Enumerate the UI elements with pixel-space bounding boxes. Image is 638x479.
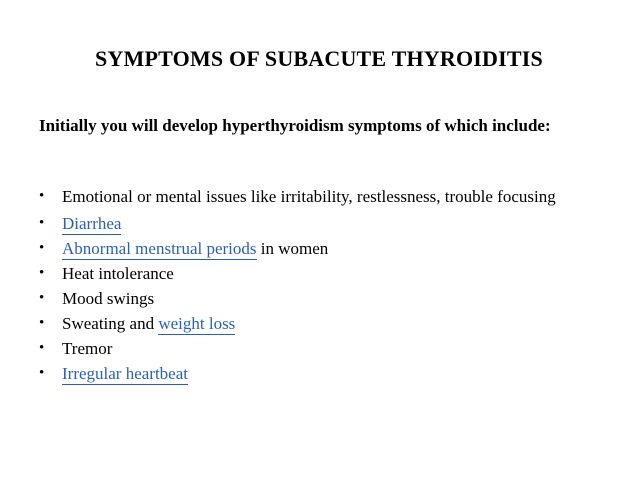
item-text: Mood swings — [62, 289, 155, 308]
bullet-icon: • — [39, 315, 45, 331]
list-item — [39, 361, 605, 386]
item-text: Emotional or mental issues like irritability, restlessness, trouble focusing — [62, 187, 556, 206]
bullet-icon: • — [39, 265, 45, 281]
list-item — [39, 336, 605, 361]
list-item — [39, 211, 605, 236]
item-text: Heat intolerance — [62, 264, 174, 283]
bullet-icon: • — [39, 215, 45, 231]
item-text: Tremor — [62, 339, 113, 358]
slide-title: SYMPTOMS OF SUBACUTE THYROIDITIS — [95, 46, 543, 71]
bullet-icon: • — [39, 240, 45, 256]
list-item — [39, 236, 605, 261]
diarrhea-link[interactable]: Diarrhea — [62, 214, 122, 233]
list-item — [39, 286, 605, 311]
abnormal-menstrual-periods-link[interactable]: Abnormal menstrual periods — [62, 239, 257, 258]
item-text: Sweating and — [62, 314, 159, 333]
intro-text: Initially you will develop hyperthyroidism symptoms of which include: — [39, 116, 551, 135]
item-text: in women — [256, 239, 329, 258]
bullet-icon: • — [39, 340, 45, 356]
bullet-icon: • — [39, 365, 45, 381]
bullet-icon: • — [39, 290, 45, 306]
bullet-icon: • — [39, 188, 45, 204]
weight-loss-link[interactable]: weight loss — [158, 314, 236, 333]
irregular-heartbeat-link[interactable]: Irregular heartbeat — [62, 364, 188, 383]
list-item — [39, 186, 605, 207]
list-item — [39, 261, 605, 286]
symptom-list — [39, 186, 605, 386]
list-item — [39, 311, 605, 336]
